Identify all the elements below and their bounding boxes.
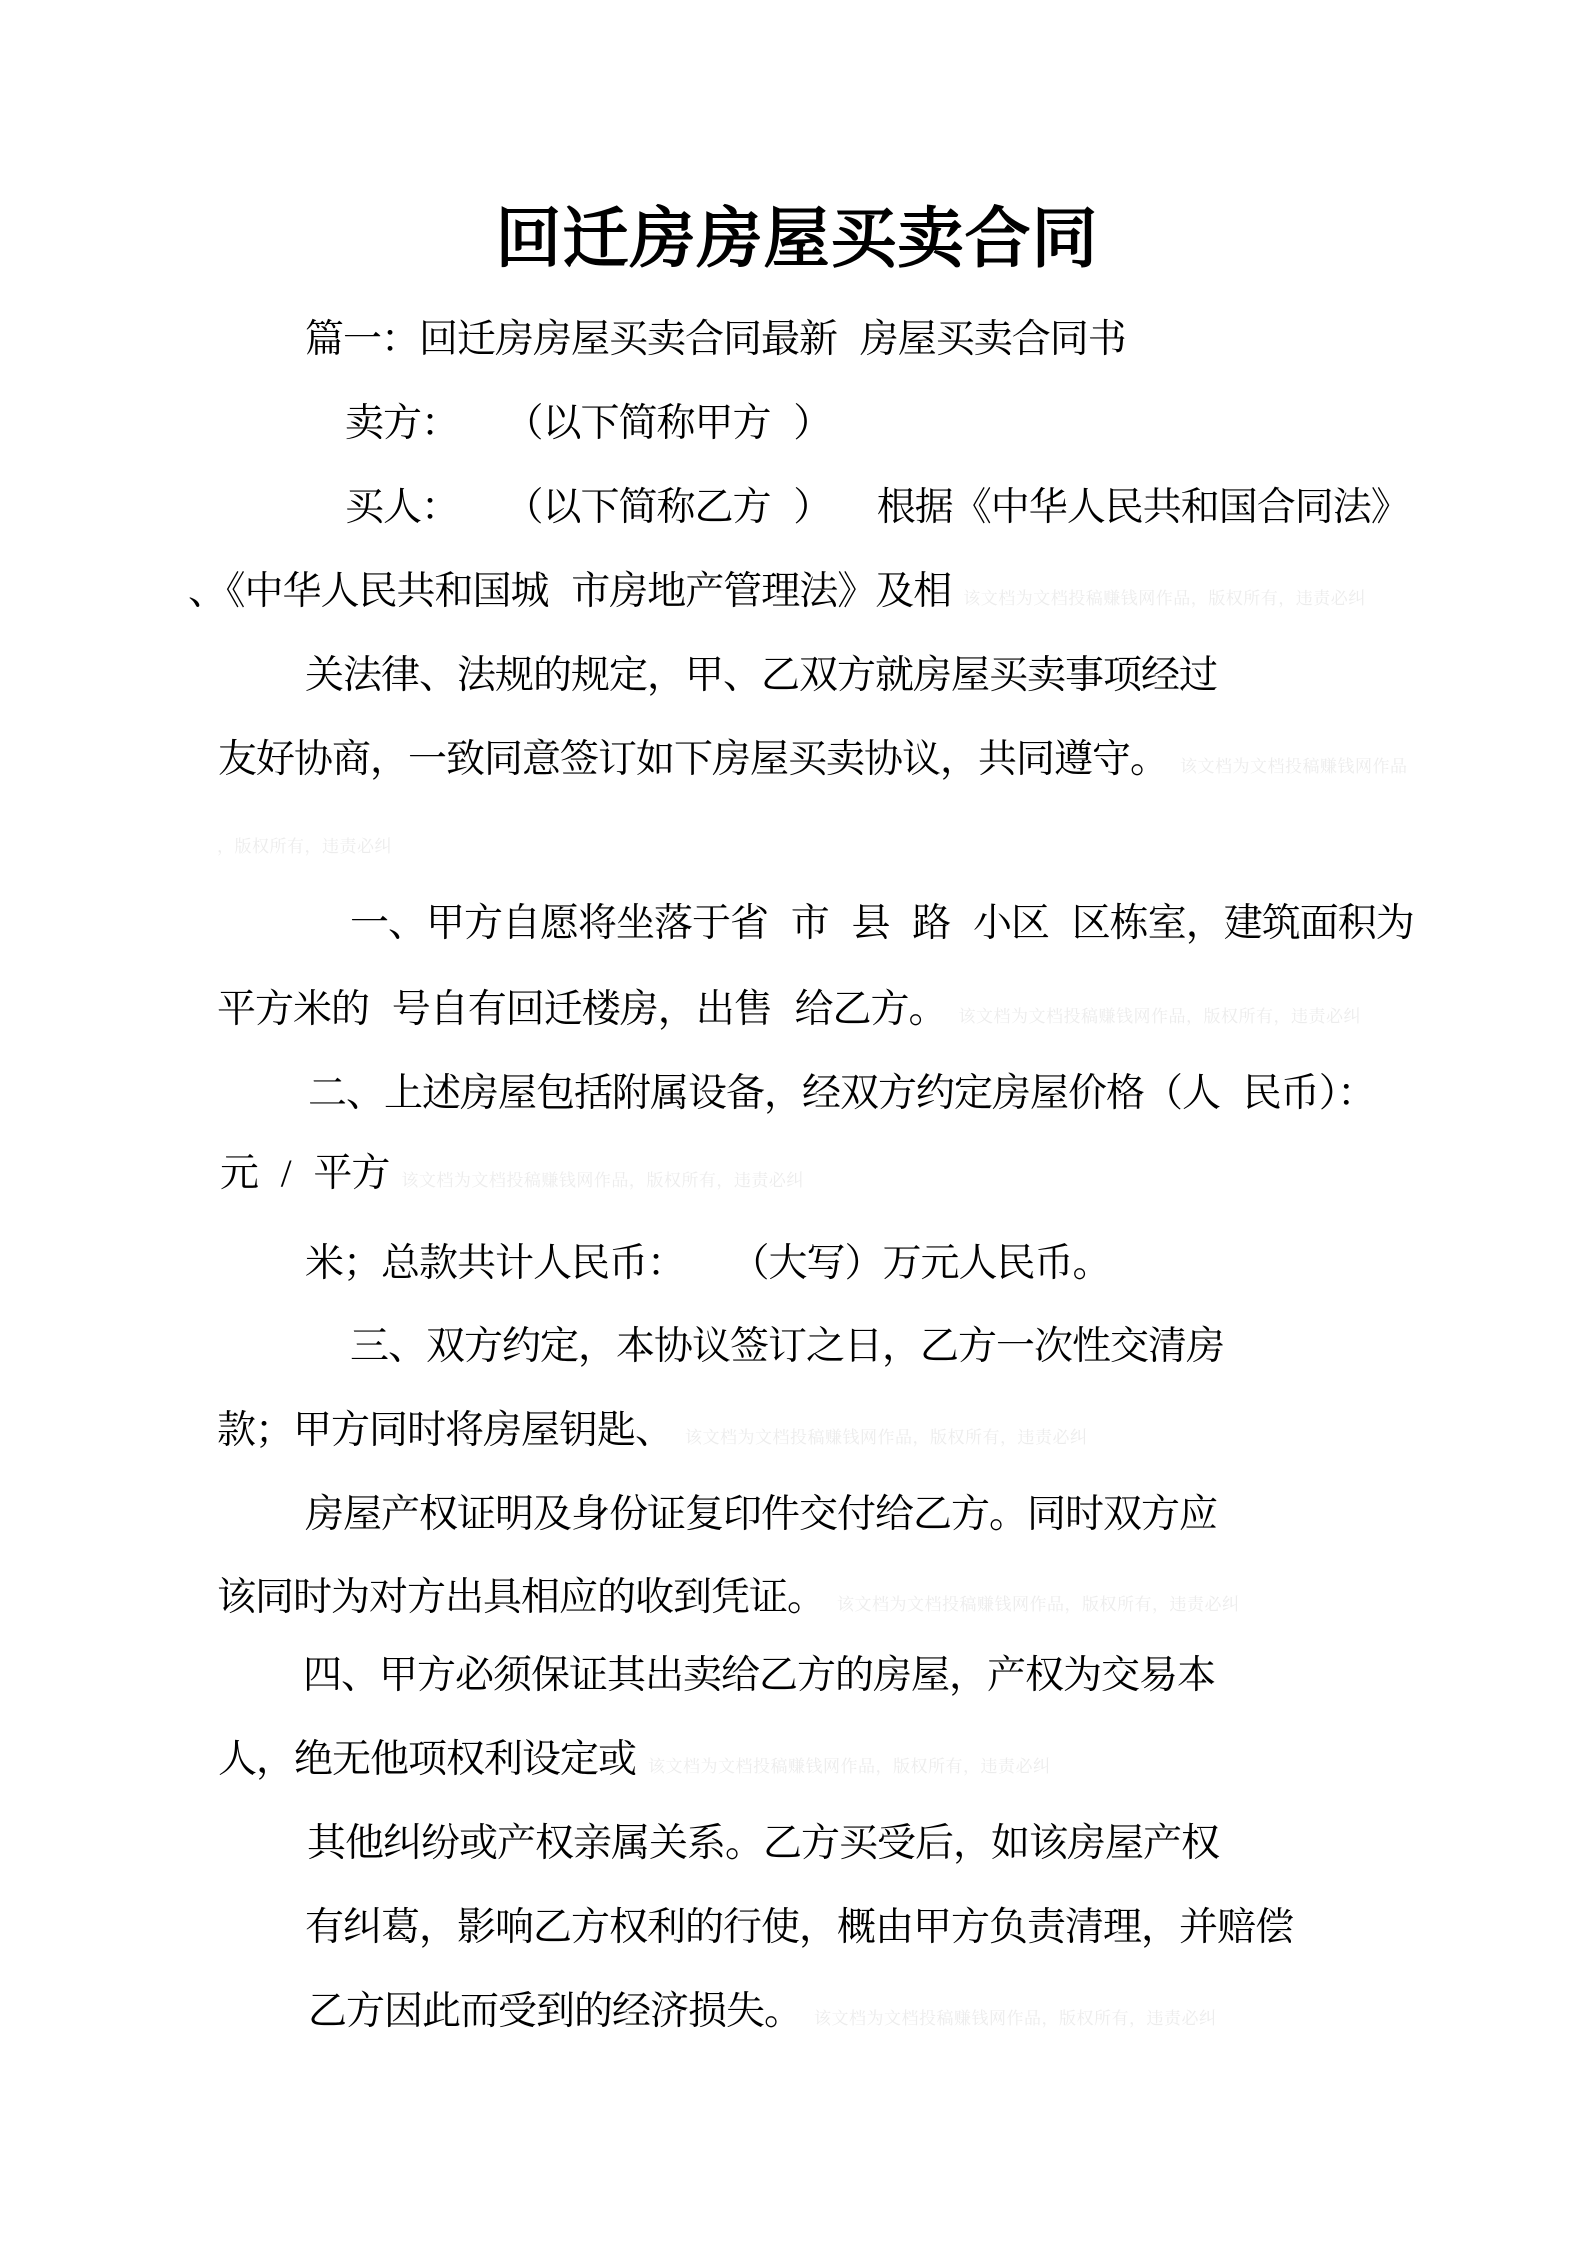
document-line [305, 652, 1217, 700]
line-text: 人，绝无他项权利设定或 [218, 1738, 637, 1781]
watermark-text: 该文档为文档投稿赚钱网作品，版权所有，违责必纠 [958, 1007, 1362, 1026]
line-text: 米；总款共计人民币： （大写）万元人民币。 [305, 1242, 1111, 1285]
watermark-text: 该文档为文档投稿赚钱网作品 [1180, 757, 1408, 776]
line-text: 友好协商，一致同意签订如下房屋买卖协议，共同遵守。 [218, 738, 1169, 781]
document-line [345, 400, 831, 448]
line-text: 其他纠纷或产权亲属关系。乙方买受后，如该房屋产权 [307, 1822, 1220, 1865]
document-line [305, 1240, 1111, 1288]
document-line [307, 1820, 1219, 1868]
line-text: 四、甲方必须保证其出卖给乙方的房屋，产权为交易本 [303, 1654, 1216, 1697]
document-line [308, 1070, 1375, 1118]
line-text: 买人： （以下简称乙方 ） 根据《中华人民共和国合同法》 [345, 486, 1409, 529]
document-line [220, 1150, 804, 1205]
document-title: 回迁房房屋买卖合同 [495, 201, 1099, 275]
document-line [345, 484, 1409, 532]
document-line [217, 836, 392, 858]
watermark-text: ，版权所有，违责必纠 [217, 837, 392, 856]
watermark-text: 该文档为文档投稿赚钱网作品，版权所有，违责必纠 [837, 1595, 1240, 1614]
line-text: 二、上述房屋包括附属设备，经双方约定房屋价格（人 民币）： [308, 1072, 1376, 1115]
line-text: 平方米的 号自有回迁楼房，出售 给乙方。 [217, 988, 947, 1031]
line-text: 一、甲方自愿将坐落于省 市 县 路 小区 区栋室，建筑面积为 [350, 902, 1414, 945]
line-text: 篇一：回迁房房屋买卖合同最新 房屋买卖合同书 [305, 318, 1126, 361]
document-line [217, 1407, 1088, 1462]
line-text: 三、双方约定，本协议签订之日，乙方一次性交清房 [350, 1325, 1225, 1368]
watermark-text: 该文档为文档投稿赚钱网作品，版权所有，违责必纠 [963, 589, 1366, 608]
line-text: 该同时为对方出具相应的收到凭证。 [217, 1576, 826, 1619]
line-text: 卖方： （以下简称甲方 ） [345, 402, 832, 445]
line-text: 款；甲方同时将房屋钥匙、 [217, 1409, 674, 1452]
watermark-text: 该文档为文档投稿赚钱网作品，版权所有，违责必纠 [814, 2009, 1217, 2028]
line-text: 关法律、法规的规定，甲、乙双方就房屋买卖事项经过 [305, 654, 1218, 697]
line-text: 、《中华人民共和国城 市房地产管理法》及相 [188, 570, 952, 613]
document-line [305, 1904, 1293, 1952]
document-line [188, 568, 1366, 623]
line-text: 房屋产权证明及身份证复印件交付给乙方。同时双方应 [305, 1493, 1218, 1536]
document-line [218, 736, 1408, 791]
line-text: 元 / 平方 [220, 1152, 390, 1195]
document-line [305, 316, 1126, 364]
watermark-text: 该文档为文档投稿赚钱网作品，版权所有，违责必纠 [401, 1171, 804, 1190]
document-line [217, 986, 1361, 1041]
watermark-text: 该文档为文档投稿赚钱网作品，版权所有，违责必纠 [685, 1428, 1088, 1447]
document-line [308, 1988, 1217, 2043]
line-text: 乙方因此而受到的经济损失。 [308, 1990, 803, 2033]
watermark-text: 该文档为文档投稿赚钱网作品，版权所有，违责必纠 [648, 1757, 1051, 1776]
document-line [303, 1652, 1215, 1700]
line-text: 有纠葛，影响乙方权利的行使，概由甲方负责清理，并赔偿 [305, 1906, 1294, 1949]
document-line [350, 900, 1414, 948]
document-line [305, 1491, 1217, 1539]
document-line [350, 1323, 1224, 1371]
document-line [217, 1574, 1240, 1629]
document-line [218, 1736, 1051, 1791]
